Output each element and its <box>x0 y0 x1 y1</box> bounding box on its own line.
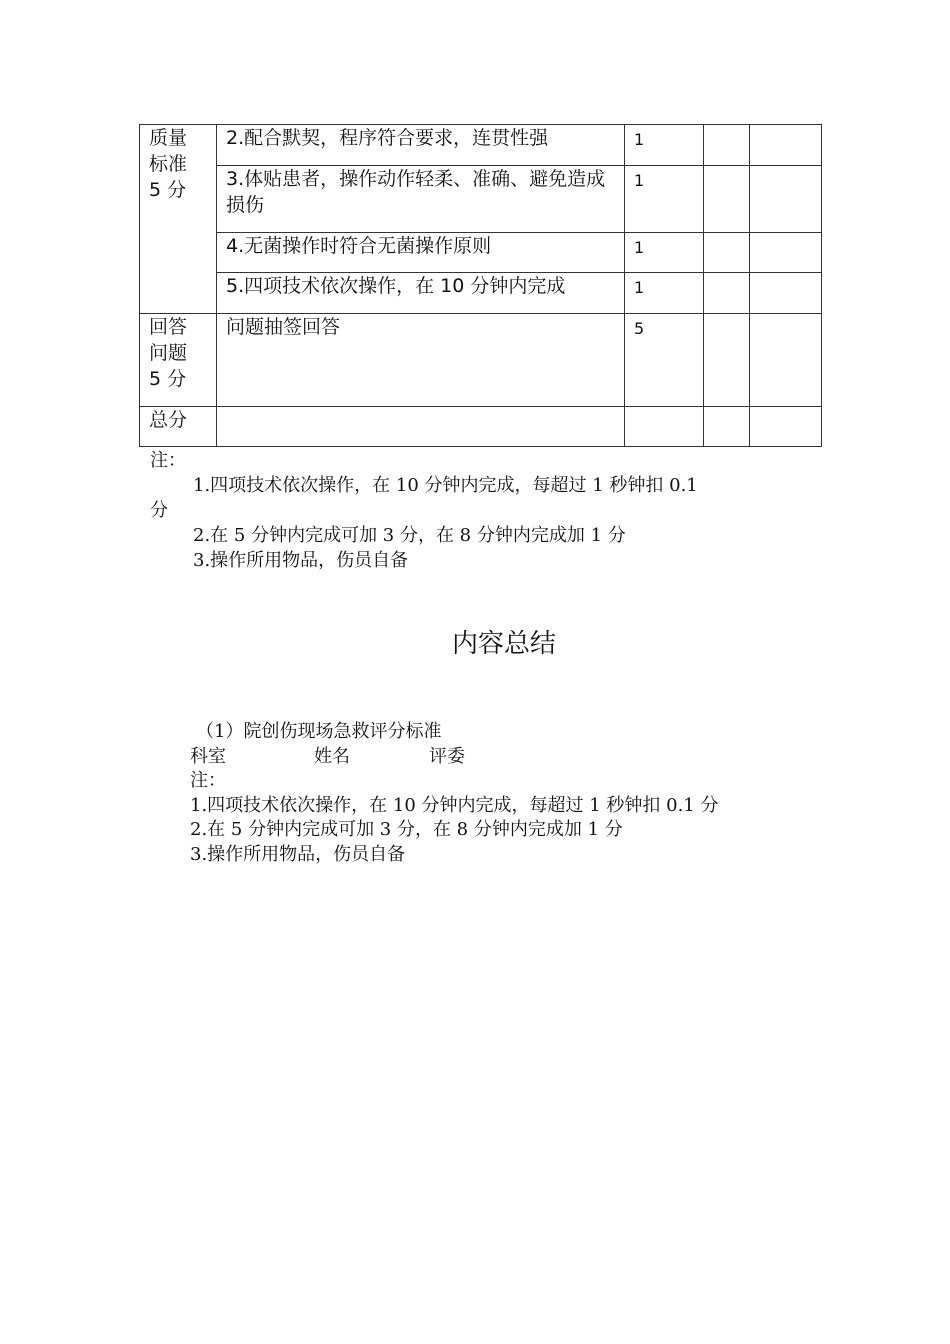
category-cell-answer <box>140 314 217 407</box>
score-cell <box>750 233 822 273</box>
category-cell-quality <box>140 125 217 314</box>
note-item-continuation: 分 <box>150 500 168 521</box>
summary-notes-label: 注： <box>190 770 226 791</box>
table-row <box>140 233 822 273</box>
criterion-cell: 5.四项技术依次操作，在 10 分钟内完成 <box>217 273 625 314</box>
category-label-line: 5 分 <box>149 179 187 201</box>
summary-subtitle: （1）院创伤现场急救评分标准 <box>196 721 442 742</box>
field-judge: 评委 <box>429 745 465 767</box>
scoring-table <box>139 124 822 447</box>
table-row <box>140 407 822 447</box>
table-notes <box>150 448 800 573</box>
score-cell <box>704 407 750 447</box>
summary-note-item: 2.在 5 分钟内完成可加 3 分，在 8 分钟内完成加 1 分 <box>190 819 623 840</box>
field-name: 姓名 <box>314 745 350 767</box>
field-department: 科室 <box>190 745 226 767</box>
total-value-cell <box>217 407 625 447</box>
score-cell <box>750 314 822 407</box>
points-cell: 1 <box>625 125 704 166</box>
summary-section <box>190 720 830 867</box>
score-cell <box>750 125 822 166</box>
score-cell <box>704 125 750 166</box>
points-cell: 1 <box>625 233 704 273</box>
score-cell <box>704 273 750 314</box>
criterion-cell: 3.体贴患者，操作动作轻柔、准确、避免造成损伤 <box>217 166 625 233</box>
points-cell: 1 <box>625 166 704 233</box>
score-cell <box>704 233 750 273</box>
table-row <box>140 125 822 166</box>
table-row <box>140 273 822 314</box>
note-item: 3.操作所用物品，伤员自备 <box>193 550 409 571</box>
criterion-cell: 2.配合默契，程序符合要求，连贯性强 <box>217 125 625 166</box>
points-cell: 5 <box>625 314 704 407</box>
score-cell <box>750 166 822 233</box>
table-row <box>140 314 822 407</box>
score-cell <box>704 166 750 233</box>
score-cell <box>704 314 750 407</box>
category-label-line: 质量 <box>149 127 188 149</box>
points-cell <box>625 407 704 447</box>
score-cell <box>750 273 822 314</box>
summary-note-item: 3.操作所用物品，伤员自备 <box>190 843 406 865</box>
criterion-cell: 4.无菌操作时符合无菌操作原则 <box>217 233 625 273</box>
score-cell <box>750 407 822 447</box>
category-label-line: 标准 <box>149 153 188 175</box>
note-item: 1.四项技术依次操作，在 10 分钟内完成，每超过 1 秒钟扣 0.1 <box>193 475 698 496</box>
note-item: 2.在 5 分钟内完成可加 3 分，在 8 分钟内完成加 1 分 <box>193 525 626 546</box>
category-label-line: 5 分 <box>149 368 187 390</box>
category-label-line: 问题 <box>149 342 188 364</box>
criterion-cell: 问题抽签回答 <box>217 314 625 407</box>
points-cell: 1 <box>625 273 704 314</box>
summary-note-item: 1.四项技术依次操作，在 10 分钟内完成，每超过 1 秒钟扣 0.1 分 <box>190 794 719 816</box>
form-fields-line <box>190 745 830 770</box>
summary-heading: 内容总结 <box>451 629 556 659</box>
table-row <box>140 166 822 233</box>
total-label-cell: 总分 <box>140 407 217 447</box>
notes-label: 注： <box>150 450 186 471</box>
category-label-line: 回答 <box>149 316 188 338</box>
